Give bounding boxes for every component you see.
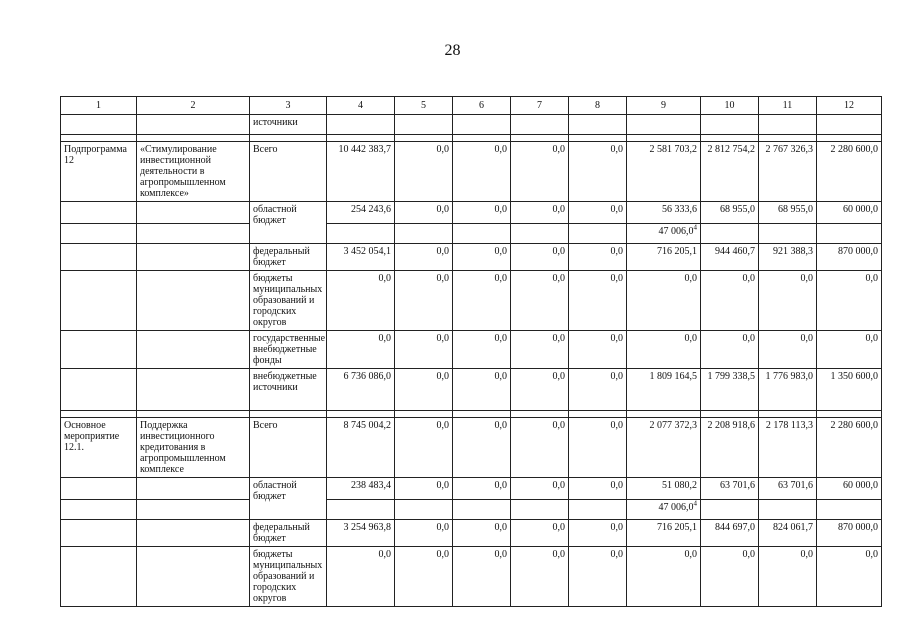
- value-cell: 824 061,7: [759, 520, 817, 547]
- value-cell: 0,0: [569, 478, 627, 500]
- value-cell: 1 809 164,5: [627, 369, 701, 411]
- value-cell: 8 745 004,2: [327, 418, 395, 478]
- empty-cell: [137, 500, 250, 520]
- empty-cell: [759, 411, 817, 418]
- empty-cell: [627, 115, 701, 135]
- value-cell: 944 460,7: [701, 244, 759, 271]
- value-cell: 0,0: [759, 547, 817, 607]
- empty-cell: [61, 115, 137, 135]
- value-cell: 0,0: [453, 369, 511, 411]
- budget-table: [60, 96, 882, 607]
- value-cell: 60 000,0: [817, 478, 882, 500]
- table-row: [61, 244, 882, 271]
- empty-cell: [569, 411, 627, 418]
- value-cell: 0,0: [817, 547, 882, 607]
- empty-cell: [453, 224, 511, 244]
- value-cell: 0,0: [511, 520, 569, 547]
- empty-cell: [327, 411, 395, 418]
- empty-cell: [61, 520, 137, 547]
- extra-value-cell: [627, 224, 701, 244]
- program-name-cell: Подпрограмма 12: [61, 142, 137, 202]
- table-row: [61, 331, 882, 369]
- value-cell: 0,0: [395, 369, 453, 411]
- empty-cell: [61, 135, 137, 142]
- empty-cell: [61, 411, 137, 418]
- empty-cell: [137, 520, 250, 547]
- value-cell: 0,0: [511, 142, 569, 202]
- empty-cell: [395, 224, 453, 244]
- empty-cell: [453, 135, 511, 142]
- value-cell: 0,0: [701, 547, 759, 607]
- value-cell: 0,0: [453, 478, 511, 500]
- value-cell: 2 077 372,3: [627, 418, 701, 478]
- empty-cell: [395, 411, 453, 418]
- value-cell: 0,0: [453, 244, 511, 271]
- value-cell: 0,0: [627, 271, 701, 331]
- program-description-cell: Поддержка инвестиционного кредитования в агропромышленном комплексе: [137, 418, 250, 478]
- empty-cell: [627, 411, 701, 418]
- value-cell: 0,0: [395, 271, 453, 331]
- header-cell: 2: [137, 97, 250, 115]
- value-cell: 0,0: [569, 547, 627, 607]
- empty-cell: [569, 224, 627, 244]
- value-cell: 0,0: [627, 547, 701, 607]
- value-cell: 0,0: [701, 271, 759, 331]
- value-cell: 63 701,6: [701, 478, 759, 500]
- empty-cell: [701, 224, 759, 244]
- empty-cell: [327, 115, 395, 135]
- value-cell: 6 736 086,0: [327, 369, 395, 411]
- empty-cell: [817, 135, 882, 142]
- value-cell: 0,0: [511, 418, 569, 478]
- program-name-cell: Основное мероприятие 12.1.: [61, 418, 137, 478]
- empty-cell: [569, 500, 627, 520]
- table-subrow: [61, 224, 882, 244]
- empty-cell: [327, 224, 395, 244]
- empty-cell: [759, 115, 817, 135]
- value-cell: 0,0: [569, 202, 627, 224]
- value-cell: 0,0: [395, 331, 453, 369]
- table-row: [61, 478, 882, 500]
- value-cell: 10 442 383,7: [327, 142, 395, 202]
- value-cell: 1 350 600,0: [817, 369, 882, 411]
- value-cell: 0,0: [511, 244, 569, 271]
- value-cell: 0,0: [701, 331, 759, 369]
- value-cell: 0,0: [395, 202, 453, 224]
- value-cell: 0,0: [395, 478, 453, 500]
- source-cell: бюджеты муниципальных образований и городских округов: [250, 271, 327, 331]
- value-cell: 2 767 326,3: [759, 142, 817, 202]
- empty-cell: [61, 244, 137, 271]
- empty-cell: [137, 115, 250, 135]
- source-cell: Всего: [250, 418, 327, 478]
- value-cell: 68 955,0: [759, 202, 817, 224]
- table-row: [61, 271, 882, 331]
- value-cell: 254 243,6: [327, 202, 395, 224]
- empty-cell: [701, 411, 759, 418]
- value-cell: 0,0: [453, 547, 511, 607]
- value-cell: 0,0: [759, 331, 817, 369]
- value-cell: 2 812 754,2: [701, 142, 759, 202]
- empty-cell: [137, 369, 250, 411]
- footnote-marker: 4: [693, 499, 697, 508]
- value-cell: 0,0: [817, 331, 882, 369]
- empty-cell: [511, 411, 569, 418]
- gap-row: [61, 411, 882, 418]
- empty-cell: [137, 244, 250, 271]
- empty-cell: [137, 224, 250, 244]
- empty-cell: [61, 547, 137, 607]
- empty-cell: [250, 411, 327, 418]
- value-cell: 0,0: [453, 331, 511, 369]
- source-cell: областной бюджет: [250, 478, 327, 520]
- value-cell: 0,0: [395, 547, 453, 607]
- empty-cell: [569, 115, 627, 135]
- value-cell: 0,0: [395, 142, 453, 202]
- empty-cell: [453, 115, 511, 135]
- value-cell: 0,0: [569, 331, 627, 369]
- value-cell: 2 178 113,3: [759, 418, 817, 478]
- value-cell: 2 280 600,0: [817, 142, 882, 202]
- empty-cell: [395, 500, 453, 520]
- empty-cell: [61, 331, 137, 369]
- table-row: [61, 418, 882, 478]
- value-cell: 0,0: [327, 331, 395, 369]
- table-subrow: [61, 500, 882, 520]
- source-cell: Всего: [250, 142, 327, 202]
- empty-cell: [701, 115, 759, 135]
- value-cell: 870 000,0: [817, 520, 882, 547]
- value-cell: 0,0: [627, 331, 701, 369]
- empty-cell: [137, 331, 250, 369]
- extra-value-cell: [627, 500, 701, 520]
- empty-cell: [395, 115, 453, 135]
- value-cell: 0,0: [511, 547, 569, 607]
- value-cell: 0,0: [395, 418, 453, 478]
- value-cell: 0,0: [569, 142, 627, 202]
- source-cell: государственные внебюджетные фонды: [250, 331, 327, 369]
- value-cell: 0,0: [511, 331, 569, 369]
- empty-cell: [61, 478, 137, 500]
- value-cell: 56 333,6: [627, 202, 701, 224]
- value-cell: 0,0: [327, 547, 395, 607]
- header-row: [61, 97, 882, 115]
- empty-cell: [137, 478, 250, 500]
- empty-cell: [137, 135, 250, 142]
- source-cell: бюджеты муниципальных образований и городских округов: [250, 547, 327, 607]
- empty-cell: [61, 369, 137, 411]
- table-row: [61, 202, 882, 224]
- value-cell: 0,0: [453, 418, 511, 478]
- empty-cell: [817, 411, 882, 418]
- empty-cell: [759, 224, 817, 244]
- empty-cell: [511, 224, 569, 244]
- empty-cell: [327, 135, 395, 142]
- empty-cell: [327, 500, 395, 520]
- header-cell: 11: [759, 97, 817, 115]
- value-cell: 0,0: [569, 244, 627, 271]
- value-cell: 0,0: [395, 244, 453, 271]
- header-cell: 9: [627, 97, 701, 115]
- value-cell: 844 697,0: [701, 520, 759, 547]
- empty-cell: [61, 271, 137, 331]
- value-cell: 0,0: [569, 369, 627, 411]
- extra-value: 47 006,0: [658, 226, 694, 237]
- empty-cell: [701, 135, 759, 142]
- empty-cell: [759, 135, 817, 142]
- empty-cell: [61, 202, 137, 224]
- value-cell: 51 080,2: [627, 478, 701, 500]
- source-cell: областной бюджет: [250, 202, 327, 244]
- header-cell: 12: [817, 97, 882, 115]
- source-cell: федеральный бюджет: [250, 520, 327, 547]
- continuation-row: [61, 115, 882, 135]
- table-row: [61, 142, 882, 202]
- value-cell: 63 701,6: [759, 478, 817, 500]
- table-row: [61, 520, 882, 547]
- empty-cell: [61, 500, 137, 520]
- value-cell: 1 799 338,5: [701, 369, 759, 411]
- value-cell: 238 483,4: [327, 478, 395, 500]
- value-cell: 0,0: [511, 478, 569, 500]
- empty-cell: [569, 135, 627, 142]
- empty-cell: [817, 115, 882, 135]
- table-row: [61, 547, 882, 607]
- empty-cell: [701, 500, 759, 520]
- value-cell: 0,0: [453, 142, 511, 202]
- empty-cell: [511, 115, 569, 135]
- value-cell: 0,0: [569, 418, 627, 478]
- header-cell: 1: [61, 97, 137, 115]
- value-cell: 68 955,0: [701, 202, 759, 224]
- header-cell: 5: [395, 97, 453, 115]
- source-cell: источники: [250, 115, 327, 135]
- value-cell: 0,0: [511, 271, 569, 331]
- value-cell: 0,0: [453, 520, 511, 547]
- value-cell: 0,0: [817, 271, 882, 331]
- value-cell: 3 452 054,1: [327, 244, 395, 271]
- empty-cell: [61, 224, 137, 244]
- header-cell: 3: [250, 97, 327, 115]
- value-cell: 0,0: [395, 520, 453, 547]
- page-number: 28: [444, 42, 461, 59]
- empty-cell: [817, 224, 882, 244]
- value-cell: 716 205,1: [627, 244, 701, 271]
- value-cell: 0,0: [511, 369, 569, 411]
- gap-row: [61, 135, 882, 142]
- empty-cell: [627, 135, 701, 142]
- value-cell: 0,0: [511, 202, 569, 224]
- value-cell: 0,0: [759, 271, 817, 331]
- empty-cell: [395, 135, 453, 142]
- value-cell: 716 205,1: [627, 520, 701, 547]
- value-cell: 0,0: [453, 202, 511, 224]
- empty-cell: [511, 500, 569, 520]
- header-cell: 10: [701, 97, 759, 115]
- source-cell: федеральный бюджет: [250, 244, 327, 271]
- value-cell: 0,0: [569, 271, 627, 331]
- footnote-marker: 4: [693, 223, 697, 232]
- value-cell: 60 000,0: [817, 202, 882, 224]
- value-cell: 3 254 963,8: [327, 520, 395, 547]
- value-cell: 0,0: [327, 271, 395, 331]
- empty-cell: [817, 500, 882, 520]
- value-cell: 870 000,0: [817, 244, 882, 271]
- value-cell: 2 280 600,0: [817, 418, 882, 478]
- table-row: [61, 369, 882, 411]
- value-cell: 2 581 703,2: [627, 142, 701, 202]
- header-cell: 8: [569, 97, 627, 115]
- value-cell: 921 388,3: [759, 244, 817, 271]
- empty-cell: [137, 202, 250, 224]
- empty-cell: [137, 411, 250, 418]
- empty-cell: [759, 500, 817, 520]
- empty-cell: [511, 135, 569, 142]
- source-cell: внебюджетные источники: [250, 369, 327, 411]
- value-cell: 1 776 983,0: [759, 369, 817, 411]
- extra-value: 47 006,0: [658, 502, 694, 513]
- program-description-cell: «Стимулирование инвестиционной деятельности в агропромышленном комплексе»: [137, 142, 250, 202]
- empty-cell: [453, 411, 511, 418]
- header-cell: 4: [327, 97, 395, 115]
- empty-cell: [250, 135, 327, 142]
- value-cell: 0,0: [453, 271, 511, 331]
- value-cell: 0,0: [569, 520, 627, 547]
- empty-cell: [137, 547, 250, 607]
- header-cell: 6: [453, 97, 511, 115]
- value-cell: 2 208 918,6: [701, 418, 759, 478]
- empty-cell: [453, 500, 511, 520]
- empty-cell: [137, 271, 250, 331]
- header-cell: 7: [511, 97, 569, 115]
